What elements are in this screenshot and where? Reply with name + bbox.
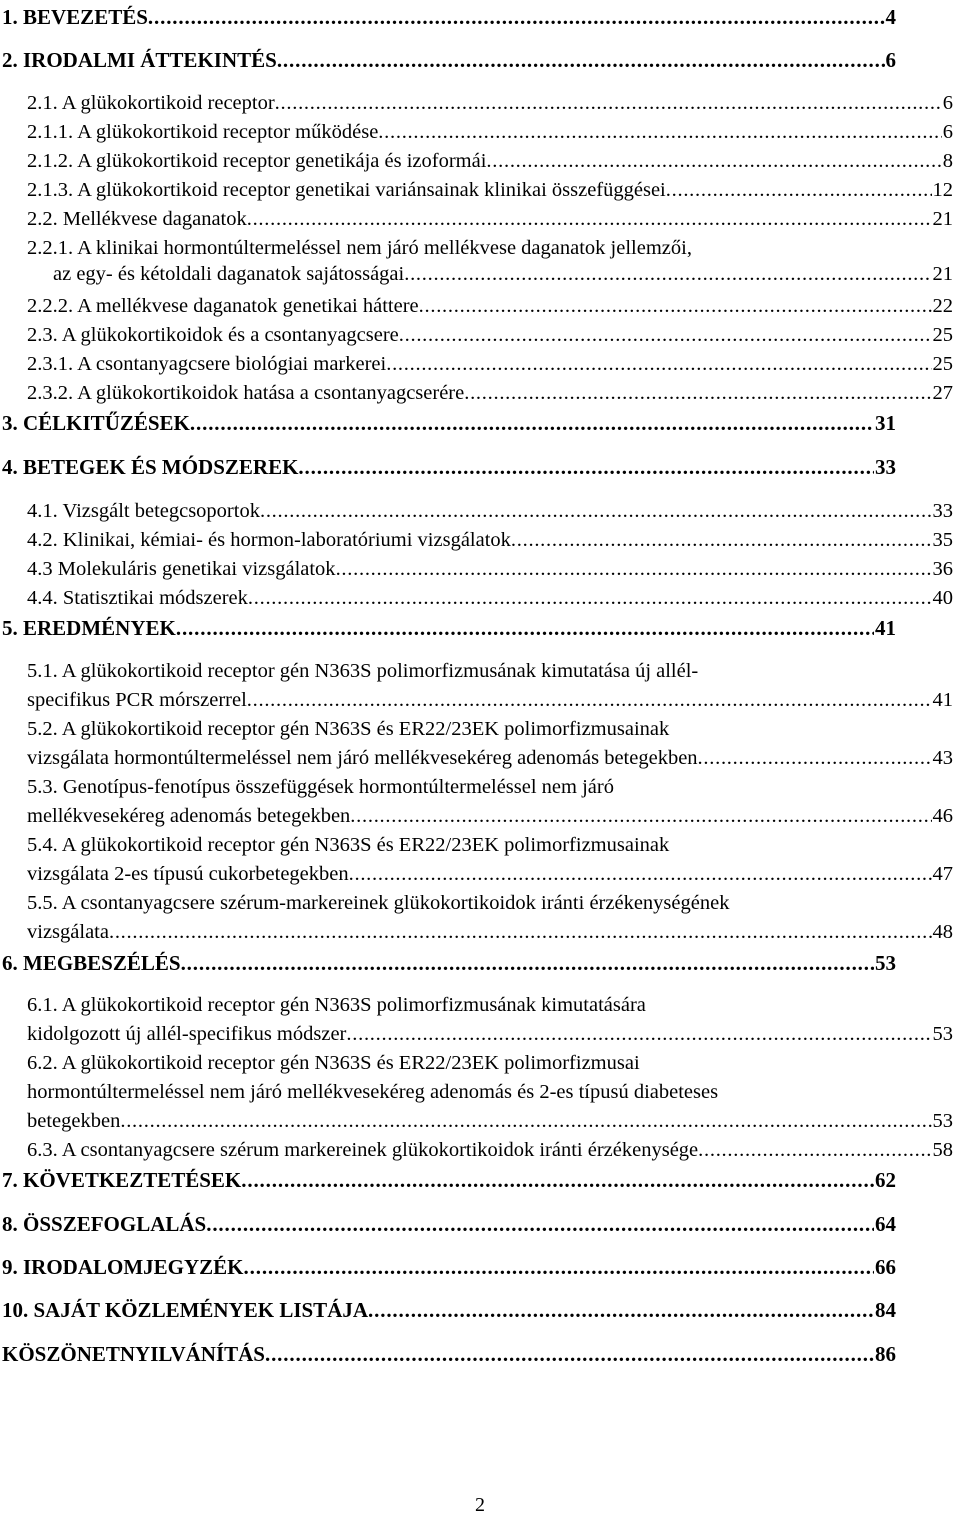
toc-entry-7[interactable]: 7. KÖVETKEZTETÉSEK . . . 62 (2, 1167, 896, 1193)
toc-entry-4-2[interactable]: 4.2. Klinikai, kémiai- és hormon-laboratóriumi vizsgálatok . . . 35 (27, 527, 953, 553)
toc-entry-2-1[interactable]: 2.1. A glükokortikoid receptor . . . 6 (27, 90, 953, 116)
toc-entry-3[interactable]: 3. CÉLKITŰZÉSEK . . . 31 (2, 410, 896, 436)
toc-entry-1[interactable]: 1. BEVEZETÉS . . . 4 (2, 4, 896, 30)
toc-entry-4[interactable]: 4. BETEGEK ÉS MÓDSZEREK . . . 33 (2, 454, 896, 480)
toc-entry-6-3[interactable]: 6.3. A csontanyagcsere szérum markereinek glükokortikoidok iránti érzékenysége . . . 58 (27, 1137, 953, 1163)
toc-entry-2-1-2[interactable]: 2.1.2. A glükokortikoid receptor genetikája és izoformái . . . 8 (27, 148, 953, 174)
toc-entry-9[interactable]: 9. IRODALOMJEGYZÉK . . . 66 (2, 1254, 896, 1280)
toc-entry-4-4[interactable]: 4.4. Statisztikai módszerek . . . 40 (27, 585, 953, 611)
page-number: 2 (475, 1494, 485, 1516)
toc-entry-5-4[interactable]: 5.4. A glükokortikoid receptor gén N363S és ER22/23EK polimorfizmusainak vizsgálata 2-es típusú cukorbetegekben . . . 47 (27, 832, 953, 887)
toc-entry-2-2-1[interactable]: 2.2.1. A klinikai hormontúltermeléssel nem járó mellékvese daganatok jellemzői, az egy- és kétoldali daganatok sajátosságai . . . 21 (27, 235, 953, 287)
toc-entry-6-1[interactable]: 6.1. A glükokortikoid receptor gén N363S polimorfizmusának kimutatására kidolgozott új allél-specifikus módszer . . . 53 (27, 992, 953, 1047)
toc-entry-2-1-3[interactable]: 2.1.3. A glükokortikoid receptor genetikai variánsainak klinikai összefüggései . . . 12 (27, 177, 953, 203)
toc-entry-5-2[interactable]: 5.2. A glükokortikoid receptor gén N363S és ER22/23EK polimorfizmusainak vizsgálata hormontúltermeléssel nem járó mellékvesekéreg adenomás betegekben . . . 43 (27, 716, 953, 771)
toc-entry-2-2[interactable]: 2.2. Mellékvese daganatok . . . 21 (27, 206, 953, 232)
toc-entry-5[interactable]: 5. EREDMÉNYEK . . . 41 (2, 615, 896, 641)
toc-entry-10[interactable]: 10. SAJÁT KÖZLEMÉNYEK LISTÁJA . . . 84 (2, 1297, 896, 1323)
toc-entry-6-2[interactable]: 6.2. A glükokortikoid receptor gén N363S és ER22/23EK polimorfizmusai hormontúltermeléssel nem járó mellékvesekéreg adenomás és 2-es típusú diabeteses betegekben . . . 53 (27, 1050, 953, 1134)
toc-entry-2[interactable]: 2. IRODALMI ÁTTEKINTÉS . . . 6 (2, 47, 896, 73)
toc-entry-4-3[interactable]: 4.3 Molekuláris genetikai vizsgálatok . . . 36 (27, 556, 953, 582)
toc-entry-4-1[interactable]: 4.1. Vizsgált betegcsoportok . . . 33 (27, 498, 953, 524)
toc-entry-2-1-1[interactable]: 2.1.1. A glükokortikoid receptor működése . . . 6 (27, 119, 953, 145)
toc-entry-2-2-2[interactable]: 2.2.2. A mellékvese daganatok genetikai háttere . . . 22 (27, 293, 953, 319)
toc-entry-5-5[interactable]: 5.5. A csontanyagcsere szérum-markereinek glükokortikoidok iránti érzékenységének vizsgálata . . . 48 (27, 890, 953, 945)
toc-entry-5-1[interactable]: 5.1. A glükokortikoid receptor gén N363S polimorfizmusának kimutatása új allél- specifikus PCR mórszerrel . . . 41 (27, 658, 953, 713)
toc-entry-2-3[interactable]: 2.3. A glükokortikoidok és a csontanyagcsere . . . 25 (27, 322, 953, 348)
toc-entry-2-3-2[interactable]: 2.3.2. A glükokortikoidok hatása a csontanyagcserére . . . 27 (27, 380, 953, 406)
toc-entry-2-3-1[interactable]: 2.3.1. A csontanyagcsere biológiai markerei . . . 25 (27, 351, 953, 377)
toc-entry-5-3[interactable]: 5.3. Genotípus-fenotípus összefüggések hormontúltermeléssel nem járó mellékvesekéreg adenomás betegekben . . . 46 (27, 774, 953, 829)
toc-entry-6[interactable]: 6. MEGBESZÉLÉS . . . 53 (2, 950, 896, 976)
toc-entry-acknowledgements[interactable]: KÖSZÖNETNYILVÁNÍTÁS . . . 86 (2, 1341, 896, 1367)
toc-entry-8[interactable]: 8. ÖSSZEFOGLALÁS . . . 64 (2, 1211, 896, 1237)
